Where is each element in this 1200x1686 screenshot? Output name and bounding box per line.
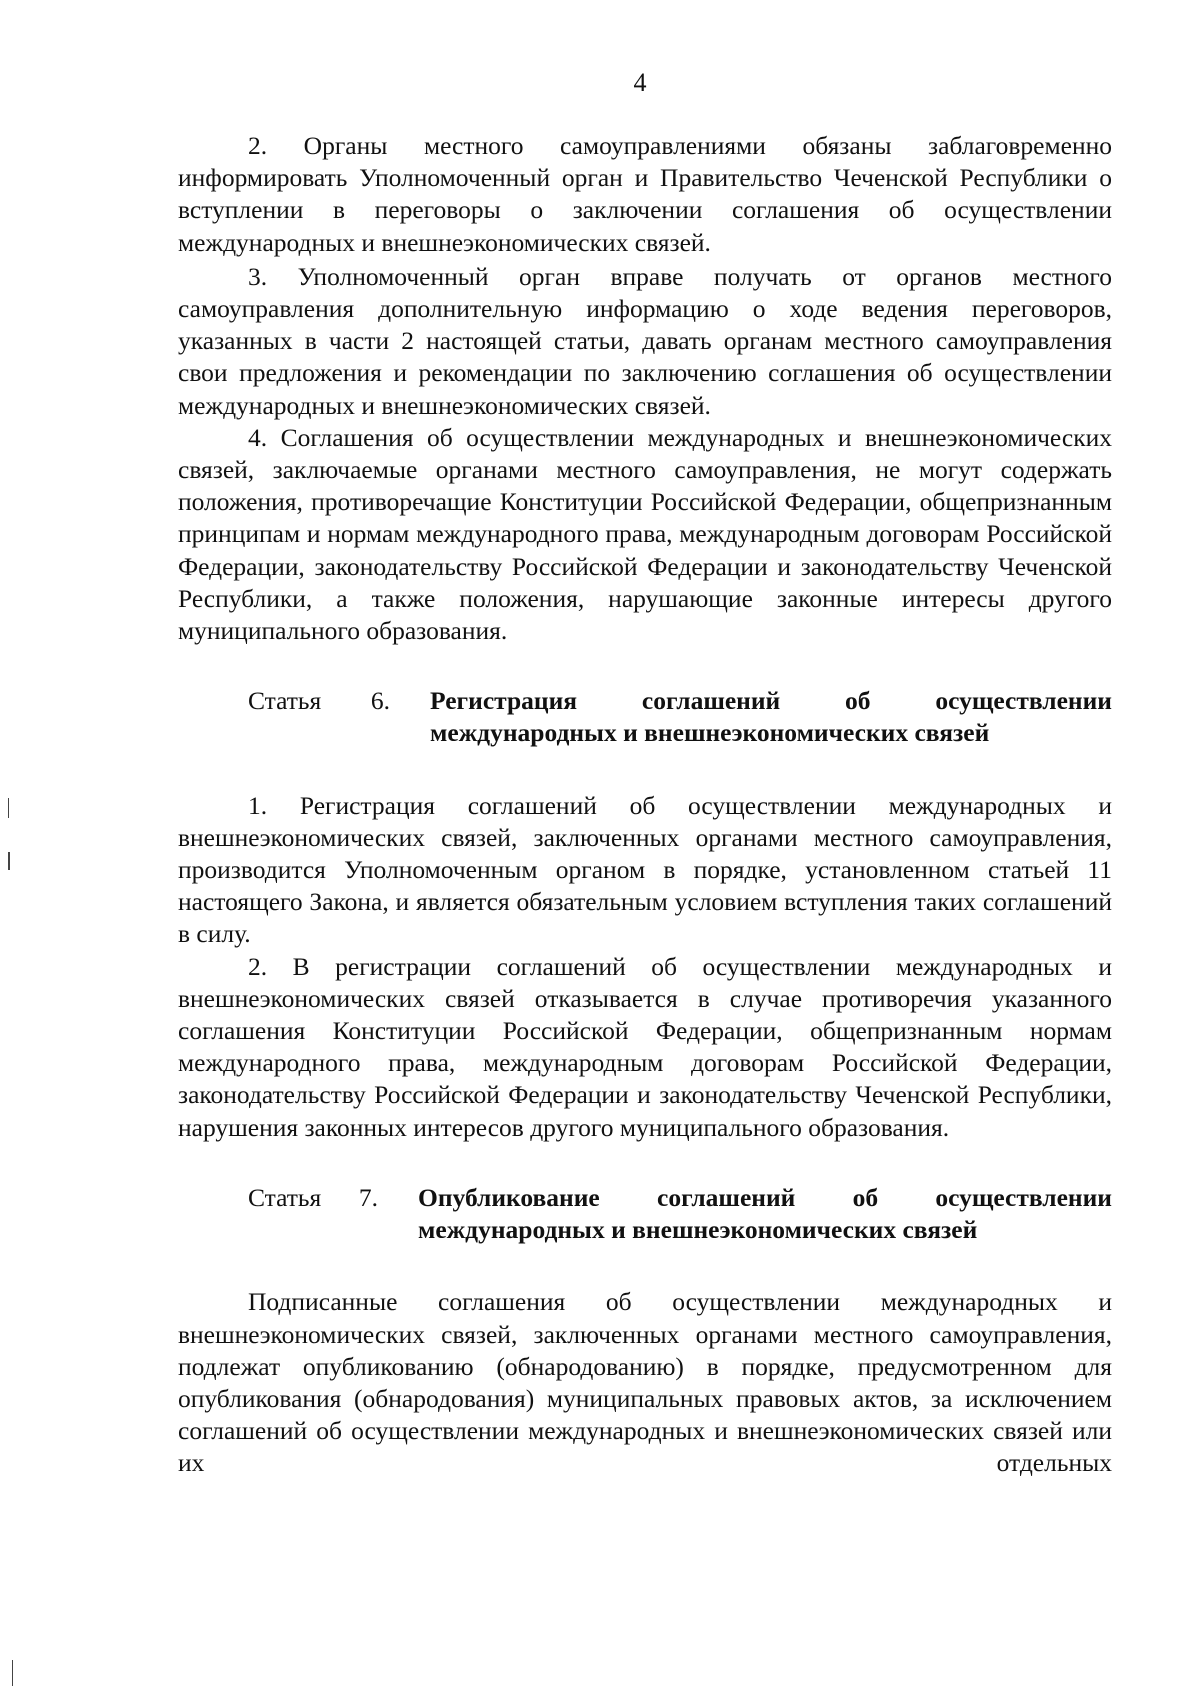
paragraph: 1. Регистрация соглашений об осуществлении международных и внешнеэкономических связей, заключенных органами местного самоуправления, производится Уполномоченным органом в порядке, установленном статьей 11 настоящего Закона, и является обязательным условием вступления таких соглашений в силу. <box>178 790 1112 949</box>
article-word: Статья <box>248 686 322 716</box>
paragraph: 4. Соглашения об осуществлении международных и внешнеэкономических связей, заключаемые органами местного самоуправления, не могут содержать положения, противоречащие Конституции Российской Федерации, общепризнанным принципам и нормам международного права, международным договорам Российской Федерации, законодательству Российской Федерации и законодательству Чеченской Республики, а также положения, нарушающие законные интересы другого муниципального образования. <box>178 422 1112 646</box>
paragraph: 2. Органы местного самоуправлениями обязаны заблаговременно информировать Уполномоченный орган и Правительство Чеченской Республики о вступлении в переговоры о заключении соглашения об осуществлении международных и внешнеэкономических связей. <box>178 131 1112 257</box>
article-title: Регистрация соглашений об осуществлении международных и внешнеэкономических связей <box>430 686 1112 748</box>
scan-margin-mark <box>8 852 10 870</box>
page-number: 4 <box>633 68 647 97</box>
article-title: Опубликование соглашений об осуществлении международных и внешнеэкономических связей <box>418 1182 1112 1245</box>
article-6-heading <box>178 685 1112 749</box>
paragraph: Подписанные соглашения об осуществлении международных и внешнеэкономических связей, заключенных органами местного самоуправления, подлежат опубликованию (обнародованию) в порядке, предусмотренном для опубликования (обнародования) муниципальных правовых актов, за исключением соглашений об осуществлении международных и внешнеэкономических связей или их отдельных <box>178 1287 1112 1478</box>
article-word: Статья <box>248 1182 322 1212</box>
scan-margin-mark <box>8 798 9 818</box>
paragraph: 3. Уполномоченный орган вправе получать от органов местного самоуправления дополнительную информацию о ходе ведения переговоров, указанных в части 2 настоящей статьи, давать органам местного самоуправления свои предложения и рекомендации по заключению соглашения об осуществлении международных и внешнеэкономических связей. <box>178 261 1112 420</box>
article-label <box>178 1182 418 1246</box>
scan-margin-mark <box>12 1660 13 1686</box>
article-number: 7. <box>358 1182 378 1212</box>
article-label <box>178 685 430 749</box>
paragraph: 2. В регистрации соглашений об осуществлении международных и внешнеэкономических связей отказывается в случае противоречия указанного соглашения Конституции Российской Федерации, общепризнанным нормам международного права, международным договорам Российской Федерации, законодательству Российской Федерации и законодательству Чеченской Республики, нарушения законных интересов другого муниципального образования. <box>178 951 1112 1142</box>
article-number: 6. <box>370 686 390 716</box>
document-body <box>178 130 1112 1480</box>
article-7-heading <box>178 1182 1112 1246</box>
